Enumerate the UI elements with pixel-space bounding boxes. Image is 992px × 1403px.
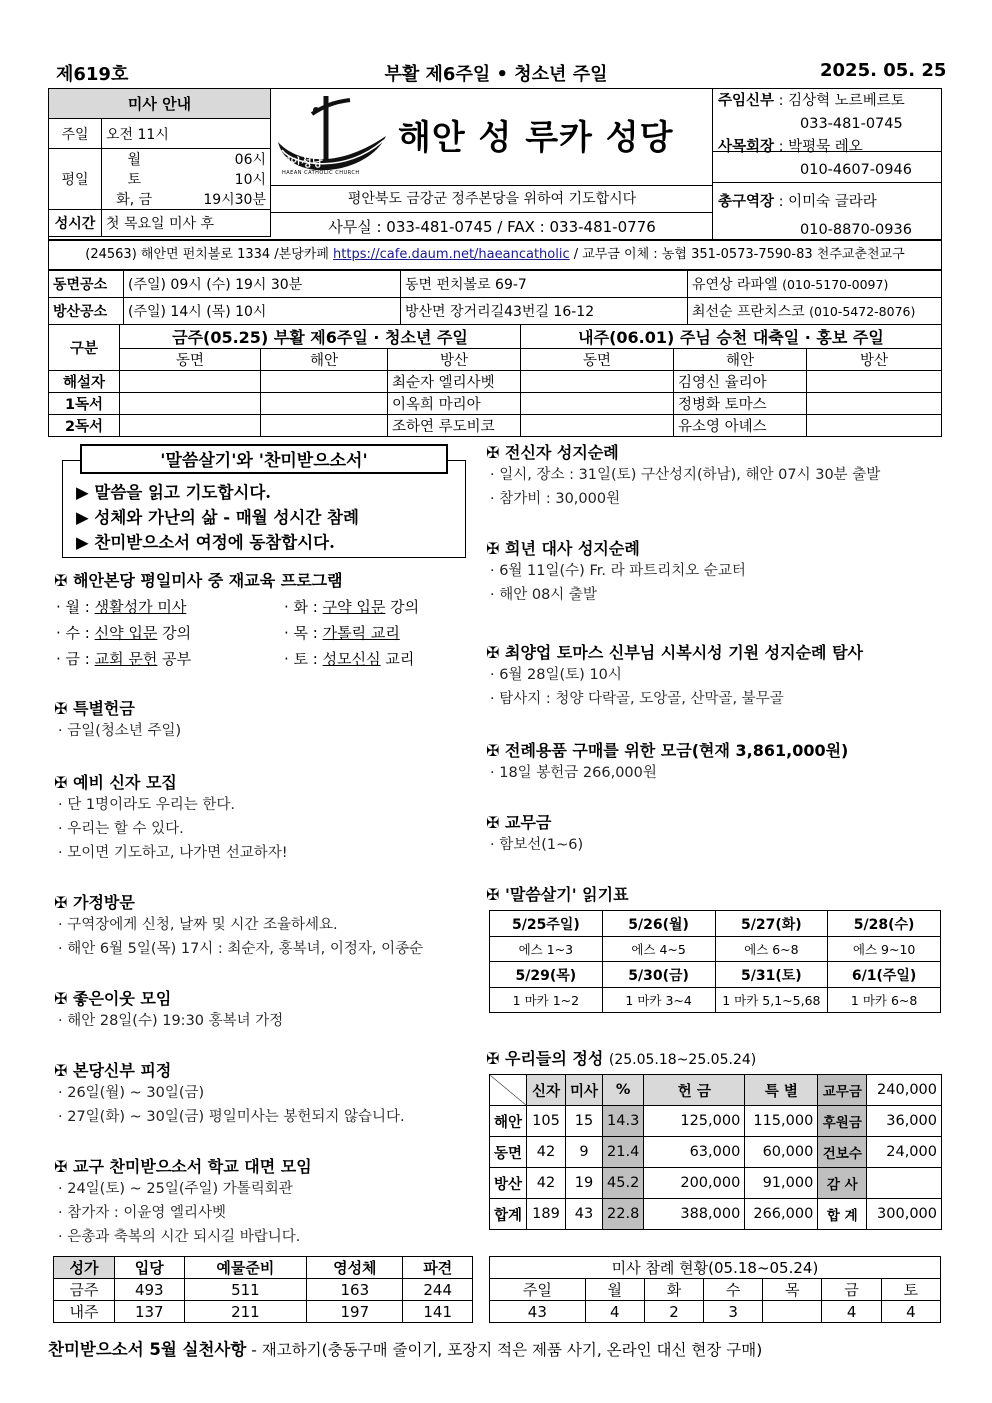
table-row: 해안 105 15 14.3 125,000 115,000 후원금 36,000 <box>490 1106 942 1137</box>
cross-icon: ✠ <box>486 643 500 662</box>
church-name: 해안 성 루카 성당 <box>398 118 674 158</box>
table-row: 동면 42 9 21.4 63,000 60,000 건보수 24,000 <box>490 1137 942 1168</box>
table-row: 1독서 이옥희 마리아 정병화 토마스 <box>49 393 942 415</box>
table-row: 방산 42 19 45.2 200,000 91,000 감 사 <box>490 1168 942 1199</box>
section-education-title: ✠ 해안본당 평일미사 중 재교육 프로그램 <box>54 571 343 590</box>
attendance-title: 미사 참례 현황(05.18~05.24) <box>490 1257 941 1279</box>
right-section-fundraising: ✠ 전례용품 구매를 위한 모금(현재 3,861,000원) · 18일 봉헌금 266,000원 <box>486 741 849 781</box>
left-section-good-neighbor: ✠ 좋은이웃 모임 · 해안 28일(수) 19:30 홍복녀 가정 <box>54 989 284 1029</box>
reading-plan-title: ✠ '말씀살기' 읽기표 <box>486 885 629 904</box>
cross-icon: ✠ <box>486 443 500 462</box>
word-box-title: '말씀살기'와 '찬미받으소서' <box>80 444 448 474</box>
attendance-table: 미사 참례 현황(05.18~05.24) 주일 월 화 수 목 금 토 43 4 2 3 4 4 <box>489 1256 941 1323</box>
cross-icon: ✠ <box>54 1061 68 1080</box>
address-line: (24563) 해안면 펀치볼로 1334 /본당카페 https://cafe.daum.net/haeancatholic / 교무금 이체 : 농협 351-0573-7590-83 천주교춘천교구 <box>48 240 942 270</box>
cross-icon: ✠ <box>486 885 500 904</box>
sunday-label: 주일 <box>49 119 102 149</box>
cross-icon: ✠ <box>486 1049 500 1068</box>
church-logo <box>276 92 388 178</box>
logo-text: 해안성당 <box>280 156 323 169</box>
next-week-heading: 내주(06.01) 주님 승천 대축일 · 홍보 주일 <box>521 325 942 349</box>
cross-icon: ✠ <box>54 571 68 590</box>
mass-info-heading: 미사 안내 <box>49 89 271 119</box>
cross-icon: ✠ <box>54 699 68 718</box>
table-row: 합계 189 43 22.8 388,000 266,000 합 계 300,000 <box>490 1199 942 1230</box>
weekday-label: 평일 <box>49 149 102 210</box>
right-section-beatification: ✠ 최양업 토마스 신부님 시복시성 기원 성지순례 탐사 · 6월 28일(토) 10시 · 탐사지 : 청양 다락골, 도앙골, 산막골, 불무골 <box>486 643 863 707</box>
cross-icon: ✠ <box>54 1157 68 1176</box>
cross-icon: ✠ <box>486 741 500 760</box>
cross-icon: ✠ <box>54 773 68 792</box>
stations-table: 동면공소 (주일) 09시 (수) 19시 30분 동면 펀치볼로 69-7 유연상 라파엘 (010-5170-0097) 방산공소 (주일) 14시 (목) 10시 방산면 장거리길43번길 16-12 최선순 프란치스코 (010-5472-8076) <box>48 270 942 325</box>
this-week-heading: 금주(05.25) 부활 제6주일 · 청소년 주일 <box>120 325 521 349</box>
left-section-laudato-school: ✠ 교구 찬미받으소서 학교 대면 모임 · 24일(토) ~ 25일(주일) 가톨릭회관 · 참가자 : 이윤영 엘리사벳 · 은총과 축복의 시간 되시길 바랍니다. <box>54 1157 312 1245</box>
offerings-table: 신자 미사 % 헌 금 특 별 교무금 240,000 해안 105 15 14.3 125,000 115,000 후원금 36,000 동면 42 9 21.4 63,000 60,000 건보수 24,000 방산 42 19 45.2 200,000 91,000 감 사 합계 189 43 22.8 388,000 266,000 합 계 300,000 <box>489 1074 942 1230</box>
cross-icon: ✠ <box>54 989 68 1008</box>
reading-plan-table: 5/25주일) 5/26(월) 5/27(화) 5/28(수) 에스 1~3 에스 4~5 에스 6~8 에스 9~10 5/29(목) 5/30(금) 5/31(토) 6/1(주일) 1 마카 1~2 1 마카 3~4 1 마카 5,1~5,68 1 마카 6~8 <box>489 910 941 1013</box>
divider <box>271 212 713 213</box>
church-motto: 평안북도 금강군 정주본당을 위하여 기도합시다 <box>347 191 637 207</box>
office-contact: 사무실 : 033-481-0745 / FAX : 033-481-0776 <box>328 218 656 236</box>
mass-info-table: 미사 안내 주일 오전 11시 평일 월 06시 토 10시 화, 금 19시30분 성시간 첫 목요일 미사 후 <box>48 88 271 237</box>
right-section-jubilee: ✠ 희년 대사 성지순례 · 6월 11일(수) Fr. 라 파트리치오 순교터 · 해안 08시 출발 <box>486 539 746 603</box>
bulletin-title: 부활 제6주일 • 청소년 주일 <box>384 64 608 85</box>
left-section-retreat: ✠ 본당신부 피정 · 26일(월) ~ 30일(금) · 27일(화) ~ 30일(금) 평일미사는 봉헌되지 않습니다. <box>54 1061 405 1125</box>
left-section-catechumen: ✠ 예비 신자 모집 · 단 1명이라도 우리는 한다. · 우리는 할 수 있다. · 모이면 기도하고, 나가면 선교하자! <box>54 773 288 861</box>
education-list: · 월 : 생활성가 미사 · 화 : 구약 입문 강의 · 수 : 신약 입문 강의 · 목 : 가톨릭 교리 · 금 : 교회 문헌 공부 · 토 : 성모신심 교리 <box>56 598 420 668</box>
table-row: 2독서 조하연 루도비코 유소영 아녜스 <box>49 415 942 437</box>
left-section-special-offering: ✠ 특별헌금 · 금일(청소년 주일) <box>54 699 182 739</box>
table-row: 43 4 2 3 4 4 <box>490 1301 941 1323</box>
sacraments-table: 성가 입당 예물준비 영성체 파견 금주 493 511 163 244 내주 137 211 197 141 <box>53 1256 473 1323</box>
left-section-home-visit: ✠ 가정방문 · 구역장에게 신청, 날짜 및 시간 조율하세요. · 해안 6월 5일(목) 17시 : 최순자, 홍복녀, 이정자, 이종순 <box>54 893 424 957</box>
table-row: 해설자 최순자 엘리사벳 김영신 율리아 <box>49 371 942 393</box>
corner-cell <box>490 1075 527 1106</box>
holyhour-label: 성시간 <box>49 210 102 237</box>
issue-number: 제619호 <box>56 64 129 85</box>
bulletin-date: 2025. 05. 25 <box>820 60 947 81</box>
right-section-pilgrimage: ✠ 전신자 성지순례 · 일시, 장소 : 31일(토) 구산성지(하남), 해안 07시 30분 출발 · 참가비 : 30,000원 <box>486 443 881 507</box>
cross-icon: ✠ <box>486 539 500 558</box>
staff-district: 총구역장 : 이미숙 글라라 010-8870-0936 <box>718 194 912 238</box>
divider <box>712 182 942 183</box>
footer-note: 찬미받으소서 5월 실천사항 - 재고하기(충동구매 줄이기, 포장지 적은 제품 사기, 온라인 대신 현장 구매) <box>48 1340 763 1359</box>
word-box-lines: ▶ 말씀을 읽고 기도합시다. ▶ 성체와 가난의 삶 - 매월 성시간 참례 ▶ 찬미받으소서 여정에 동참합시다. <box>76 483 359 552</box>
divider <box>712 88 713 240</box>
table-row: 내주 137 211 197 141 <box>54 1301 473 1323</box>
holyhour-value: 첫 목요일 미사 후 <box>102 210 271 237</box>
cafe-link[interactable]: https://cafe.daum.net/haeancatholic <box>333 247 570 262</box>
roles-table: 구분 금주(05.25) 부활 제6주일 · 청소년 주일 내주(06.01) 주님 승천 대축일 · 홍보 주일 동면 해안 방산 동면 해안 방산 해설자 최순자 엘리사벳 김영신 율리아 1독서 이옥희 마리아 정병화 토마스 2독서 조하연 루도비코 유소영 아녜스 <box>48 324 942 437</box>
offerings-title: ✠ 우리들의 정성 (25.05.18~25.05.24) <box>486 1049 757 1068</box>
table-row: 금주 493 511 163 244 <box>54 1279 473 1301</box>
staff-pastor: 주임신부 : 김상혁 노르베르토 033-481-0745 <box>718 93 905 132</box>
cross-icon: ✠ <box>486 813 500 832</box>
divider <box>271 185 713 186</box>
staff-council: 사목회장 : 박평묵 레오 010-4607-0946 <box>718 139 912 178</box>
logo-subtext: HAEAN CATHOLIC CHURCH <box>282 170 360 176</box>
cross-icon: ✠ <box>54 893 68 912</box>
sunday-value: 오전 11시 <box>102 119 271 149</box>
right-section-tithe: ✠ 교무금 · 함보선(1~6) <box>486 813 584 853</box>
